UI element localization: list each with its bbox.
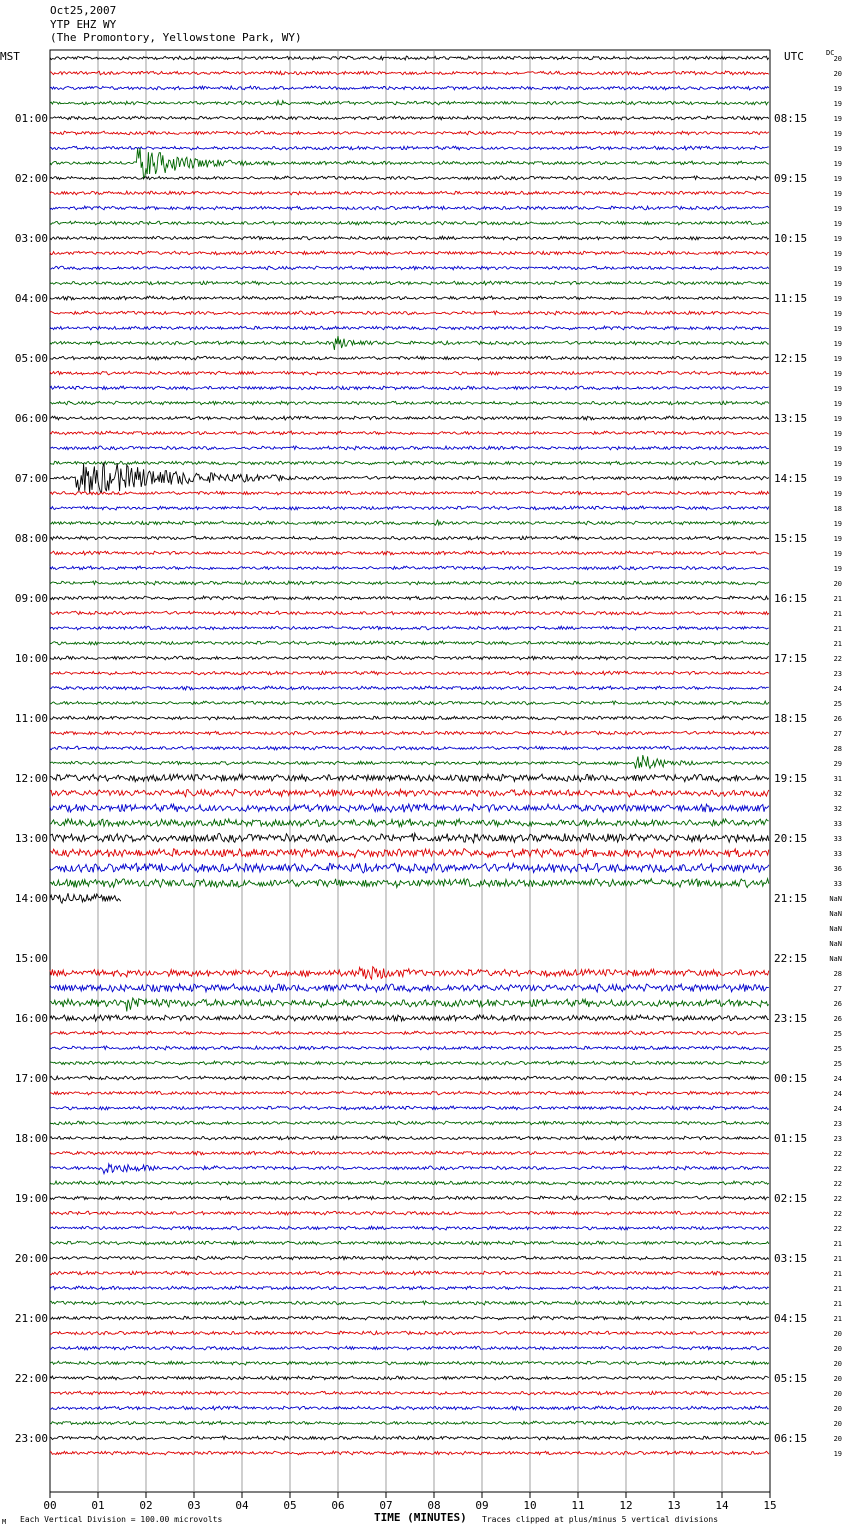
dc-offset-label: 19 — [833, 190, 842, 198]
trace-line — [50, 789, 769, 797]
dc-offset-label: 19 — [833, 490, 842, 498]
left-hour-label: 12:00 — [14, 772, 48, 785]
right-hour-label: 02:15 — [774, 1192, 808, 1205]
trace-line — [50, 967, 769, 979]
dc-offset-label: 19 — [833, 460, 842, 468]
dc-offset-label: 19 — [833, 130, 842, 138]
trace-line — [50, 1241, 769, 1245]
trace-line — [50, 611, 769, 615]
trace-line — [50, 461, 769, 465]
left-hour-label: 06:00 — [14, 412, 48, 425]
trace-line — [50, 148, 769, 179]
dc-offset-label: 19 — [833, 295, 842, 303]
trace-line — [50, 446, 769, 450]
dc-offset-label: 21 — [833, 610, 842, 618]
right-hour-label: 13:15 — [774, 412, 808, 425]
dc-offset-label: 25 — [833, 700, 842, 708]
left-hour-label: 04:00 — [14, 292, 48, 305]
trace-line — [50, 1181, 769, 1185]
dc-offset-label: 19 — [833, 550, 842, 558]
x-tick-label: 03 — [187, 1499, 201, 1512]
right-timezone-label: UTC — [784, 50, 804, 63]
trace-line — [50, 536, 769, 540]
dc-offset-label: 19 — [833, 115, 842, 123]
dc-offset-label: 21 — [833, 1315, 842, 1323]
x-tick-label: 06 — [331, 1499, 345, 1512]
right-hour-label: 19:15 — [774, 772, 808, 785]
trace-line — [50, 1361, 769, 1365]
left-hour-label: 21:00 — [14, 1312, 48, 1325]
trace-line — [50, 520, 769, 526]
dc-offset-label: 19 — [833, 385, 842, 393]
dc-offset-label: 19 — [833, 355, 842, 363]
dc-offset-label: 28 — [833, 745, 842, 753]
trace-line — [50, 716, 769, 720]
trace-line — [50, 1301, 769, 1305]
trace-line — [50, 1256, 769, 1260]
dc-offset-label: 22 — [833, 1195, 842, 1203]
trace-line — [50, 71, 769, 75]
trace-line — [50, 671, 769, 675]
trace-line — [50, 1391, 769, 1395]
trace-line — [50, 1106, 769, 1110]
trace-line — [50, 131, 769, 135]
trace-line — [50, 804, 769, 812]
dc-offset-label: 27 — [833, 730, 842, 738]
dc-offset-label: 22 — [833, 1225, 842, 1233]
dc-offset-label: 21 — [833, 1285, 842, 1293]
station-label: YTP EHZ WY — [50, 17, 117, 31]
dc-offset-label: 33 — [833, 820, 842, 828]
x-tick-label: 00 — [43, 1499, 57, 1512]
right-hour-label: 15:15 — [774, 532, 808, 545]
right-hour-label: 03:15 — [774, 1252, 808, 1265]
right-hour-label: 09:15 — [774, 172, 808, 185]
trace-line — [50, 551, 769, 555]
right-hour-label: 00:15 — [774, 1072, 808, 1085]
dc-offset-label: 19 — [833, 475, 842, 483]
trace-line — [50, 581, 769, 585]
left-timezone-label: MST — [0, 50, 20, 63]
trace-line — [50, 1331, 769, 1335]
dc-offset-label: 33 — [833, 850, 842, 858]
trace-line — [50, 326, 769, 330]
trace-line — [50, 1346, 769, 1350]
trace-line — [50, 893, 121, 903]
left-hour-label: 01:00 — [14, 112, 48, 125]
dc-offset-label: 20 — [833, 1405, 842, 1413]
dc-offset-label: 20 — [833, 1375, 842, 1383]
dc-offset-label: 28 — [833, 970, 842, 978]
trace-line — [50, 1421, 769, 1425]
right-hour-label: 18:15 — [774, 712, 808, 725]
trace-line — [50, 1061, 769, 1065]
dc-offset-label: 22 — [833, 655, 842, 663]
right-hour-label: 05:15 — [774, 1372, 808, 1385]
trace-line — [50, 1164, 769, 1174]
left-hour-label: 08:00 — [14, 532, 48, 545]
right-hour-label: 14:15 — [774, 472, 808, 485]
clip-note: Traces clipped at plus/minus 5 vertical divisions — [482, 1515, 719, 1524]
dc-offset-label: 27 — [833, 985, 842, 993]
trace-line — [50, 1376, 769, 1380]
trace-line — [50, 1076, 769, 1080]
dc-offset-label: 19 — [833, 85, 842, 93]
trace-line — [50, 1451, 769, 1455]
trace-line — [50, 1226, 769, 1230]
dc-offset-label: 19 — [833, 520, 842, 528]
trace-line — [50, 401, 769, 405]
trace-line — [50, 506, 769, 510]
trace-line — [50, 491, 769, 495]
x-tick-label: 11 — [571, 1499, 585, 1512]
trace-line — [50, 641, 769, 645]
x-tick-label: 02 — [139, 1499, 153, 1512]
dc-offset-label: 19 — [833, 1450, 842, 1458]
vertical-division-note: Each Vertical Division = 100.00 microvolts — [20, 1515, 223, 1524]
trace-line — [50, 566, 769, 570]
dc-offset-label: 33 — [833, 835, 842, 843]
dc-offset-label: 21 — [833, 595, 842, 603]
dc-offset-label: 23 — [833, 1120, 842, 1128]
trace-line — [50, 56, 769, 60]
x-tick-label: 07 — [379, 1499, 393, 1512]
trace-line — [50, 356, 769, 360]
dc-offset-label: NaN — [829, 955, 842, 963]
right-hour-label: 01:15 — [774, 1132, 808, 1145]
trace-line — [50, 731, 769, 735]
dc-offset-label: 23 — [833, 670, 842, 678]
dc-offset-label: 20 — [833, 1435, 842, 1443]
right-hour-label: 11:15 — [774, 292, 808, 305]
dc-offset-label: 24 — [833, 1105, 842, 1113]
dc-offset-label: 25 — [833, 1060, 842, 1068]
trace-line — [50, 191, 769, 195]
trace-line — [50, 431, 769, 435]
dc-offset-label: 21 — [833, 1270, 842, 1278]
dc-offset-label: 19 — [833, 205, 842, 213]
left-hour-label: 13:00 — [14, 832, 48, 845]
dc-offset-label: 20 — [833, 55, 842, 63]
left-hour-label: 23:00 — [14, 1432, 48, 1445]
dc-offset-label: 20 — [833, 1360, 842, 1368]
dc-offset-label: 21 — [833, 640, 842, 648]
dc-offset-label: 19 — [833, 250, 842, 258]
trace-line — [50, 1196, 769, 1200]
location-label: (The Promontory, Yellowstone Park, WY) — [50, 31, 302, 44]
dc-offset-label: NaN — [829, 925, 842, 933]
trace-line — [50, 116, 769, 120]
trace-line — [50, 251, 769, 255]
trace-line — [50, 833, 769, 842]
left-hour-label: 05:00 — [14, 352, 48, 365]
right-hour-label: 17:15 — [774, 652, 808, 665]
left-hour-label: 17:00 — [14, 1072, 48, 1085]
dc-offset-label: NaN — [829, 910, 842, 918]
trace-line — [50, 819, 769, 827]
trace-line — [50, 1286, 769, 1290]
trace-line — [50, 266, 769, 270]
dc-offset-label: 22 — [833, 1210, 842, 1218]
trace-line — [50, 386, 769, 390]
trace-line — [50, 1046, 769, 1050]
dc-offset-label: 24 — [833, 1075, 842, 1083]
trace-line — [50, 701, 769, 705]
trace-line — [50, 686, 769, 690]
dc-offset-label: 19 — [833, 220, 842, 228]
dc-offset-label: 26 — [833, 1000, 842, 1008]
dc-offset-label: 19 — [833, 310, 842, 318]
left-hour-label: 11:00 — [14, 712, 48, 725]
left-hour-label: 22:00 — [14, 1372, 48, 1385]
dc-offset-label: 20 — [833, 1345, 842, 1353]
right-hour-label: 21:15 — [774, 892, 808, 905]
trace-line — [50, 206, 769, 210]
trace-line — [50, 774, 769, 782]
dc-offset-label: 19 — [833, 400, 842, 408]
trace-line — [50, 1091, 769, 1095]
x-tick-label: 01 — [91, 1499, 105, 1512]
left-hour-label: 19:00 — [14, 1192, 48, 1205]
right-hour-label: 12:15 — [774, 352, 808, 365]
dc-offset-label: 24 — [833, 685, 842, 693]
trace-line — [50, 656, 769, 660]
left-hour-label: 16:00 — [14, 1012, 48, 1025]
left-hour-label: 03:00 — [14, 232, 48, 245]
trace-line — [50, 1406, 769, 1410]
dc-offset-label: 19 — [833, 370, 842, 378]
trace-line — [50, 1151, 769, 1155]
dc-offset-label: 26 — [833, 715, 842, 723]
dc-offset-label: 33 — [833, 880, 842, 888]
dc-offset-label: 19 — [833, 340, 842, 348]
trace-line — [50, 1211, 769, 1215]
trace-line — [50, 849, 769, 858]
dc-offset-label: 21 — [833, 1255, 842, 1263]
x-tick-label: 04 — [235, 1499, 249, 1512]
left-hour-label: 18:00 — [14, 1132, 48, 1145]
dc-offset-label: 24 — [833, 1090, 842, 1098]
right-hour-label: 20:15 — [774, 832, 808, 845]
trace-line — [50, 416, 769, 420]
trace-line — [50, 371, 769, 375]
dc-offset-label: 20 — [833, 1330, 842, 1338]
dc-offset-label: 19 — [833, 445, 842, 453]
x-tick-label: 14 — [715, 1499, 729, 1512]
trace-line — [50, 984, 769, 992]
trace-line — [50, 281, 769, 285]
dc-offset-label: 22 — [833, 1165, 842, 1173]
trace-line — [50, 1436, 769, 1440]
dc-offset-label: 19 — [833, 145, 842, 153]
dc-offset-label: 18 — [833, 505, 842, 513]
trace-line — [50, 863, 769, 873]
trace-line — [50, 746, 769, 750]
dc-offset-label: 22 — [833, 1150, 842, 1158]
x-axis-title: TIME (MINUTES) — [374, 1511, 467, 1524]
trace-line — [50, 998, 769, 1012]
dc-offset-label: 22 — [833, 1180, 842, 1188]
trace-line — [50, 596, 769, 600]
trace-line — [50, 296, 769, 300]
trace-line — [50, 146, 769, 150]
dc-offset-label: 23 — [833, 1135, 842, 1143]
dc-offset-label: NaN — [829, 895, 842, 903]
left-hour-label: 15:00 — [14, 952, 48, 965]
dc-offset-label: 31 — [833, 775, 842, 783]
dc-offset-label: 36 — [833, 865, 842, 873]
x-tick-label: 15 — [763, 1499, 777, 1512]
dc-offset-label: 19 — [833, 415, 842, 423]
dc-offset-label: 19 — [833, 535, 842, 543]
trace-line — [50, 879, 769, 888]
trace-line — [50, 336, 769, 350]
dc-offset-label: 20 — [833, 1390, 842, 1398]
dc-offset-label: NaN — [829, 940, 842, 948]
trace-line — [50, 1136, 769, 1140]
dc-offset-label: 25 — [833, 1030, 842, 1038]
date-label: Oct25,2007 — [50, 4, 117, 17]
dc-offset-label: 25 — [833, 1045, 842, 1053]
dc-offset-label: 19 — [833, 175, 842, 183]
left-hour-label: 14:00 — [14, 892, 48, 905]
dc-offset-label: 19 — [833, 565, 842, 573]
trace-line — [50, 755, 769, 769]
trace-line — [50, 176, 769, 180]
trace-line — [50, 311, 769, 315]
dc-offset-label: 19 — [833, 325, 842, 333]
x-tick-label: 05 — [283, 1499, 297, 1512]
trace-line — [50, 1031, 769, 1035]
left-hour-label: 07:00 — [14, 472, 48, 485]
x-tick-label: 13 — [667, 1499, 681, 1512]
trace-line — [50, 1015, 769, 1021]
dc-offset-label: 19 — [833, 430, 842, 438]
trace-line — [50, 626, 769, 630]
right-hour-label: 10:15 — [774, 232, 808, 245]
left-hour-label: 02:00 — [14, 172, 48, 185]
trace-line — [50, 1121, 769, 1125]
left-hour-label: 10:00 — [14, 652, 48, 665]
trace-line — [50, 1316, 769, 1320]
dc-offset-label: 19 — [833, 280, 842, 288]
right-hour-label: 16:15 — [774, 592, 808, 605]
dc-label: DC — [826, 49, 835, 57]
x-tick-label: 09 — [475, 1499, 489, 1512]
trace-line — [50, 1271, 769, 1275]
x-tick-label: 12 — [619, 1499, 633, 1512]
dc-offset-label: 19 — [833, 160, 842, 168]
dc-offset-label: 20 — [833, 1420, 842, 1428]
x-tick-label: 08 — [427, 1499, 441, 1512]
right-hour-label: 23:15 — [774, 1012, 808, 1025]
corner-mark: M — [2, 1518, 7, 1526]
dc-offset-label: 32 — [833, 805, 842, 813]
dc-offset-label: 21 — [833, 1240, 842, 1248]
right-hour-label: 04:15 — [774, 1312, 808, 1325]
trace-line — [50, 462, 769, 493]
dc-offset-label: 20 — [833, 70, 842, 78]
dc-offset-label: 21 — [833, 625, 842, 633]
trace-line — [50, 101, 769, 105]
dc-offset-label: 32 — [833, 790, 842, 798]
left-hour-label: 20:00 — [14, 1252, 48, 1265]
right-hour-label: 22:15 — [774, 952, 808, 965]
left-hour-label: 09:00 — [14, 592, 48, 605]
dc-offset-label: 19 — [833, 235, 842, 243]
trace-line — [50, 221, 769, 225]
right-hour-label: 06:15 — [774, 1432, 808, 1445]
dc-offset-label: 21 — [833, 1300, 842, 1308]
trace-line — [50, 86, 769, 90]
x-tick-label: 10 — [523, 1499, 537, 1512]
dc-offset-label: 20 — [833, 580, 842, 588]
trace-line — [50, 236, 769, 240]
dc-offset-label: 19 — [833, 265, 842, 273]
dc-offset-label: 19 — [833, 100, 842, 108]
dc-offset-label: 26 — [833, 1015, 842, 1023]
dc-offset-label: 29 — [833, 760, 842, 768]
right-hour-label: 08:15 — [774, 112, 808, 125]
